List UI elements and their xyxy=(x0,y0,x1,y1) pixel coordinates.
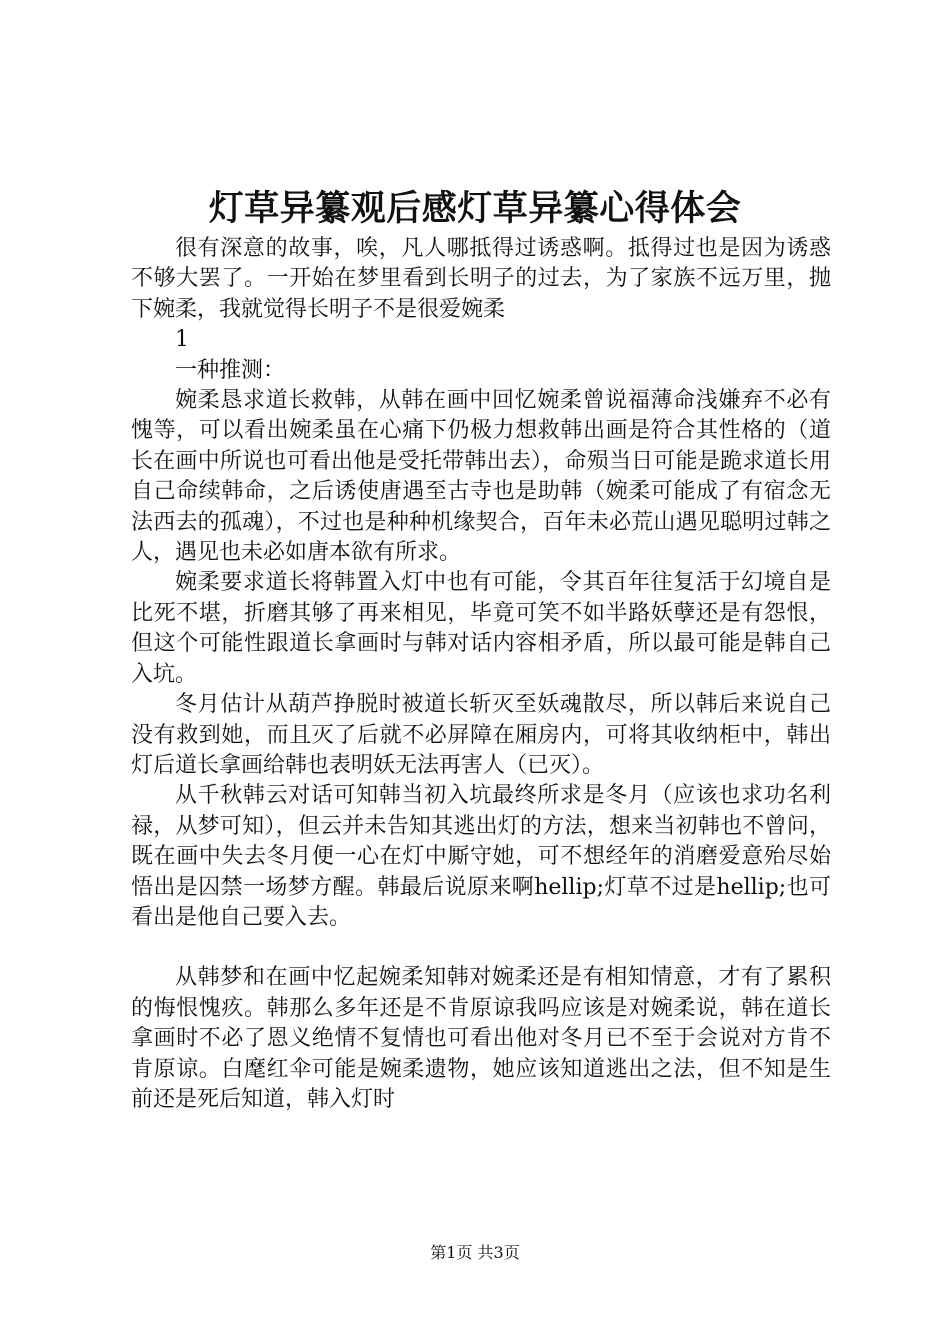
paragraph-intro: 很有深意的故事，唉，凡人哪抵得过诱惑啊。抵得过也是因为诱惑不够大罢了。一开始在梦里看到长明子的过去，为了家族不远万里，抛下婉柔，我就觉得长明子不是很爱婉柔 xyxy=(131,236,831,322)
paragraph: 婉柔要求道长将韩置入灯中也有可能，令其百年往复活于幻境自是比死不堪，折磨其够了再来相见，毕竟可笑不如半路妖孽还是有怨恨，但这个可能性跟道长拿画时与韩对话内容相矛盾，所以最可能是韩自己入坑。 xyxy=(131,570,831,687)
page-footer: 第1页 共3页 xyxy=(430,1243,520,1262)
paragraph-number: 1 xyxy=(175,327,189,353)
paragraph-heading: 一种推测： xyxy=(175,357,286,383)
paragraph: 冬月估计从葫芦挣脱时被道长斩灭至妖魂散尽，所以韩后来说自己没有救到她，而且灭了后就不必屏障在厢房内，可将其收纳柜中，韩出灯后道长拿画给韩也表明妖无法再害人（已灭）。 xyxy=(131,692,831,778)
document-title: 灯草异纂观后感灯草异纂心得体会 xyxy=(208,188,742,229)
paragraph: 婉柔恳求道长救韩，从韩在画中回忆婉柔曾说福薄命浅嫌弃不必有愧等，可以看出婉柔虽在心痛下仍极力想救韩出画是符合其性格的（道长在画中所说也可看出他是受托带韩出去），命殒当日可能是跪求道长用自己命续韩命，之后诱使唐遇至古寺也是助韩（婉柔可能成了有宿念无法西去的孤魂），不过也是种种机缘契合，百年未必荒山遇见聪明过韩之人，遇见也未必如唐本欲有所求。 xyxy=(131,388,831,566)
paragraph: 从千秋韩云对话可知韩当初入坑最终所求是冬月（应该也求功名利禄，从梦可知），但云并未告知其逃出灯的方法，想来当初韩也不曾问，既在画中失去冬月便一心在灯中厮守她，可不想经年的消磨爱意殆尽始悟出是囚禁一场梦方醒。韩最后说原来啊hellip;灯草不过是hellip;也可看出是他自己要入去。 xyxy=(131,783,831,930)
document-body xyxy=(131,234,831,1115)
paragraph: 从韩梦和在画中忆起婉柔知韩对婉柔还是有相知情意，才有了累积的悔恨愧疚。韩那么多年还是不肯原谅我吗应该是对婉柔说，韩在道长拿画时不必了恩义绝情不复情也可看出他对冬月已不至于会说对方肯不肯原谅。白麾红伞可能是婉柔遗物，她应该知道逃出之法，但不知是生前还是死后知道，韩入灯时 xyxy=(131,965,831,1112)
